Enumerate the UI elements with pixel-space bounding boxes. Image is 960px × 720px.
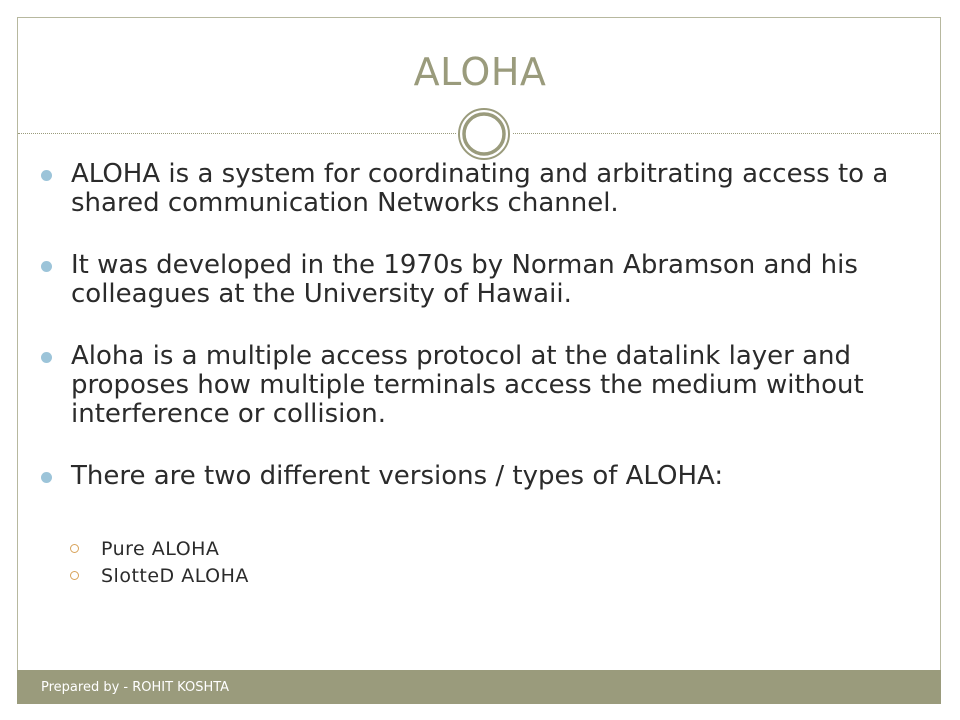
sub-bullet-item: [66, 536, 249, 563]
footer-bar: [17, 670, 941, 704]
sub-bullet-text: Pure ALOHA: [101, 538, 220, 560]
bullet-item: [38, 462, 928, 491]
sub-bullet-item: [66, 563, 249, 590]
slide-title: ALOHA: [413, 50, 547, 94]
bullet-dot-icon: [41, 261, 52, 272]
bullet-dot-icon: [41, 352, 52, 363]
bullet-dot-icon: [41, 170, 52, 181]
hollow-circle-bullet-icon: [70, 544, 79, 553]
bullet-text: Aloha is a multiple access protocol at the datalink layer and proposes how multiple terminals access the medium without interference or collision.: [71, 341, 864, 429]
bullet-list: [38, 160, 928, 497]
bullet-text: ALOHA is a system for coordinating and arbitrating access to a shared communication Networks channel.: [71, 159, 889, 218]
ring-ornament-icon: [456, 106, 512, 162]
hollow-circle-bullet-icon: [70, 571, 79, 580]
bullet-item: [38, 342, 928, 429]
bullet-text: There are two different versions / types of ALOHA:: [71, 461, 724, 491]
bullet-item: [38, 160, 928, 218]
sub-bullet-text: SlotteD ALOHA: [101, 565, 249, 587]
bullet-text: It was developed in the 1970s by Norman Abramson and his colleagues at the University of Hawaii.: [71, 250, 858, 309]
sub-bullet-list: [66, 536, 249, 590]
bullet-item: [38, 251, 928, 309]
bullet-dot-icon: [41, 472, 52, 483]
footer-text: Prepared by - ROHIT KOSHTA: [41, 680, 230, 695]
